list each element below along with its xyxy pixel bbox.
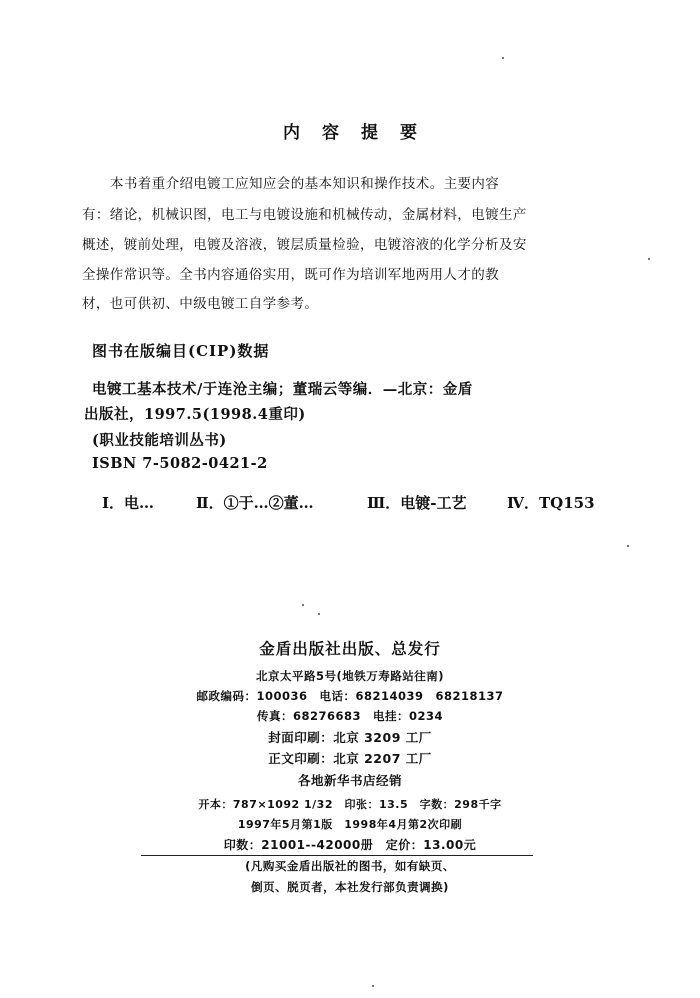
cip-class-2: Ⅱ．①于…②董…	[196, 494, 314, 512]
publisher-address: 北京太平路5号(地铁万寿路站往南)	[255, 669, 444, 683]
scan-speck	[502, 57, 504, 59]
distribution: 各地新华书店经销	[297, 773, 402, 788]
edition-info: 1997年5月第1版 1998年4月第2次印刷	[237, 818, 463, 831]
scan-speck	[648, 258, 650, 260]
summary-line: 概述，镀前处理，电镀及溶液，镀层质量检验，电镀溶液的化学分析及安	[82, 237, 527, 253]
notice-line: 倒页、脱页者，本社发行部负责调换)	[251, 880, 449, 894]
cip-line: (职业技能培训丛书)	[92, 432, 227, 449]
summary-title: 内容提要	[283, 123, 439, 143]
cip-line: 出版社，1997.5(1998.4重印)	[84, 406, 306, 423]
notice-line: (凡购买金盾出版社的图书，如有缺页、	[245, 859, 455, 873]
publisher-name: 金盾出版社出版、总发行	[259, 640, 441, 658]
print-run-price: 印数：21001--42000册 定价：13.00元	[223, 838, 477, 852]
cip-heading: 图书在版编目(CIP)数据	[92, 342, 270, 360]
summary-line: 本书着重介绍电镀工应知应会的基本知识和操作技术。主要内容	[110, 176, 500, 192]
cip-class-4: Ⅳ．TQ153	[507, 494, 595, 512]
divider-line	[141, 855, 533, 856]
summary-line: 材，也可供初、中级电镀工自学参考。	[82, 296, 319, 312]
scan-speck	[302, 604, 304, 606]
cip-class-3: Ⅲ．电镀-工艺	[367, 494, 467, 512]
scan-speck	[318, 613, 320, 615]
summary-line: 有：绪论，机械识图，电工与电镀设施和机械传动，金属材料，电镀生产	[82, 207, 527, 223]
cip-isbn: ISBN 7-5082-0421-2	[92, 455, 268, 472]
scan-speck	[627, 545, 629, 547]
summary-line: 全操作常识等。全书内容通俗实用，既可作为培训军地两用人才的教	[82, 267, 499, 283]
publisher-fax: 传真：68276683 电挂：0234	[256, 709, 444, 723]
cip-class-1: Ⅰ．电…	[102, 494, 155, 512]
text-printer: 正文印刷：北京 2207 工厂	[268, 751, 432, 766]
publisher-postal-phone: 邮政编码：100036 电话：68214039 68218137	[196, 689, 504, 703]
scan-speck	[372, 985, 374, 987]
cip-line: 电镀工基本技术/于连沧主编；董瑞云等编．—北京：金盾	[92, 381, 473, 398]
cover-printer: 封面印刷：北京 3209 工厂	[268, 730, 432, 745]
book-format: 开本：787×1092 1/32 印张：13.5 字数：298千字	[198, 798, 502, 811]
